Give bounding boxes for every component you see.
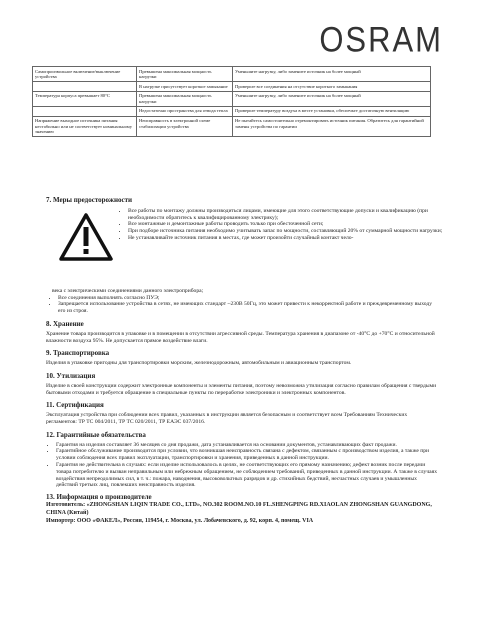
table-row <box>33 91 431 106</box>
table-cell: Уменьшите нагрузку, либо замените источник на более мощный <box>233 67 431 82</box>
precautions-list-2 <box>46 295 438 315</box>
document-body <box>46 196 443 525</box>
section-title-precautions: 7. Меры предосторожности <box>46 196 133 204</box>
list-item: • Гарантия не действительна в случаях: если изделие использовалось в целях, не соответствующих его прямому назначению; дефект возник после передачи товара потребителю и вызван неправильным или небрежным обращением, не соблюдением требований, приведенных в данной инструкции. А также в случаях воздействия непреодолимых сил, в т. ч.: пожара, наводнения, высоковольтных разрядов и др. стихийных бедствий, несчастных случаев и умышленных действий третьих лиц, повлекших неисправность изделия. <box>56 462 438 489</box>
table-cell: Проверьте температуру воздуха в месте установки, обеспечьте достаточную вентиляцию <box>233 106 431 116</box>
list-item: • Гарантийное обслуживание производится при условии, что возникшая неисправность связана с дефектом, связанным с производством изделия, а также при условии соблюдения всех правил эксплуатации, транспортировки и хранения, приведенных в данной инструкции. <box>56 448 438 462</box>
manufacturer-text: Изготовитель: «ZHONGSHAN LIQIN TRADE CO., LTD», NO.302 ROOM.NO.10 FL.SHENGPING RD.XIAOLAN ZHONGSHAN GUANGDONG, CHINA (Китай) <box>46 501 432 516</box>
transport-text: Изделия в упаковке пригодны для транспортировки морским, железнодорожным, автомобильным и авиационным транспортом. <box>46 360 352 367</box>
table-cell: Превышена максимальная мощность нагрузки <box>137 67 233 82</box>
table-cell: Неисправность в электронной схеме стабилизации устройства <box>137 116 233 137</box>
table-row <box>33 67 431 82</box>
table-cell: Не пытайтесь самостоятельно отремонтировать источник питания. Обратитесь для гарантийной замены устройства по гарантии <box>233 116 431 137</box>
table-cell <box>33 106 137 116</box>
table-cell: Напряжение выходное источника питания нестабильно или не соответствует номинальному значению <box>33 116 137 137</box>
section-title-transport: 9. Транспортировка <box>46 349 110 358</box>
section-title-certification: 11. Сертификация <box>46 401 104 410</box>
osram-logo: OSRAM <box>319 19 443 60</box>
list-item: • Все соединения выполнять согласно ПУЭ; <box>58 295 438 302</box>
section-title-storage: 8. Хранение <box>46 319 84 328</box>
list-item: • Не устанавливайте источник питания в местах, где может произойти случайный контакт чело- <box>128 235 448 242</box>
section-title-manufacturer: 13. Информация о производителе <box>46 493 152 502</box>
list-item: • Запрещается использование устройства в сетях, не имеющих стандарт ~230В 50Гц, это может привести к некорректной работе и преждевременному выходу его из строя. <box>58 301 438 315</box>
list-item: • Гарантия на изделия составляет 36 месяцев со дня продажи, дата устанавливается на основании документов, устанавливающих факт продажи. <box>56 442 438 449</box>
table-cell: Самопроизвольное включение/выключение устройства <box>33 67 137 82</box>
section-title-warranty: 12. Гарантийные обязательства <box>46 430 146 439</box>
table-cell: Температура корпуса превышает 80°С <box>33 91 137 106</box>
table-row <box>33 106 431 116</box>
list-item: • Все монтажные и демонтажные работы проводить только при обесточенной сети; <box>128 221 448 228</box>
table-row <box>33 82 431 92</box>
warning-block <box>46 207 443 288</box>
table-cell: Уменьшите нагрузку, либо замените источник на более мощный <box>233 91 431 106</box>
storage-text: Хранение товара производится в упаковке и в помещении в отсутствии агрессивной среды. Температура хранения в диапазоне от -40°С до +70°С и относительной влажности воздуха 95%. Не допускается прямое воздействие влаги. <box>46 330 435 344</box>
list-item: • Все работы по монтажу должны производиться лицами, имеющие для этого соответствующие допуски и квалификацию (при необходимости обратитесь к квалифицированному электрику); <box>128 208 448 222</box>
table-row <box>33 116 431 137</box>
precautions-continued <box>46 288 438 315</box>
list-continuation: века с электрическими соединениями данного электроприбора; <box>52 287 204 294</box>
warning-triangle-icon <box>58 212 114 262</box>
precautions-list <box>118 208 448 242</box>
table-cell: Недостаточно пространства для отвода тепла <box>137 106 233 116</box>
warranty-list <box>46 442 438 490</box>
importer-text: Импортер: ООО «ФАКЕЛ», Россия, 119454, г. Москва, ул. Лобачевского, д. 92, корп. 4, помещ. VIA <box>46 517 314 524</box>
table-cell: Проверьте все соединения на отсутствие короткого замыкания <box>233 82 431 92</box>
table-cell: В нагрузке присутствует короткое замыкание <box>137 82 233 92</box>
certification-text: Эксплуатация устройства при соблюдении всех правил, указанных в инструкции является безопасным и соответствует всем Требованиям Технических регламентов: ТР ТС 004/2011, ТР ТС 020/2011, ТР ЕАЭС 037/2016. <box>46 412 408 425</box>
troubleshooting-table <box>32 66 431 137</box>
disposal-text: Изделие в своей конструкции содержит электронные компоненты и элементы питания, поэтому невозможна утилизация согласно правилам обращения с твердыми бытовыми отходами и требуется обращение в специальные пункты по переработке электроники и электронных компонентов. <box>46 382 437 396</box>
list-item: • При подборе источника питания необходимо учитывать запас по мощности, составляющий 20% от суммарной мощности нагрузки; <box>128 228 448 235</box>
table-cell: Превышена максимальная мощность нагрузки <box>137 91 233 106</box>
table-cell <box>33 82 137 92</box>
section-title-disposal: 10. Утилизация <box>46 371 96 380</box>
